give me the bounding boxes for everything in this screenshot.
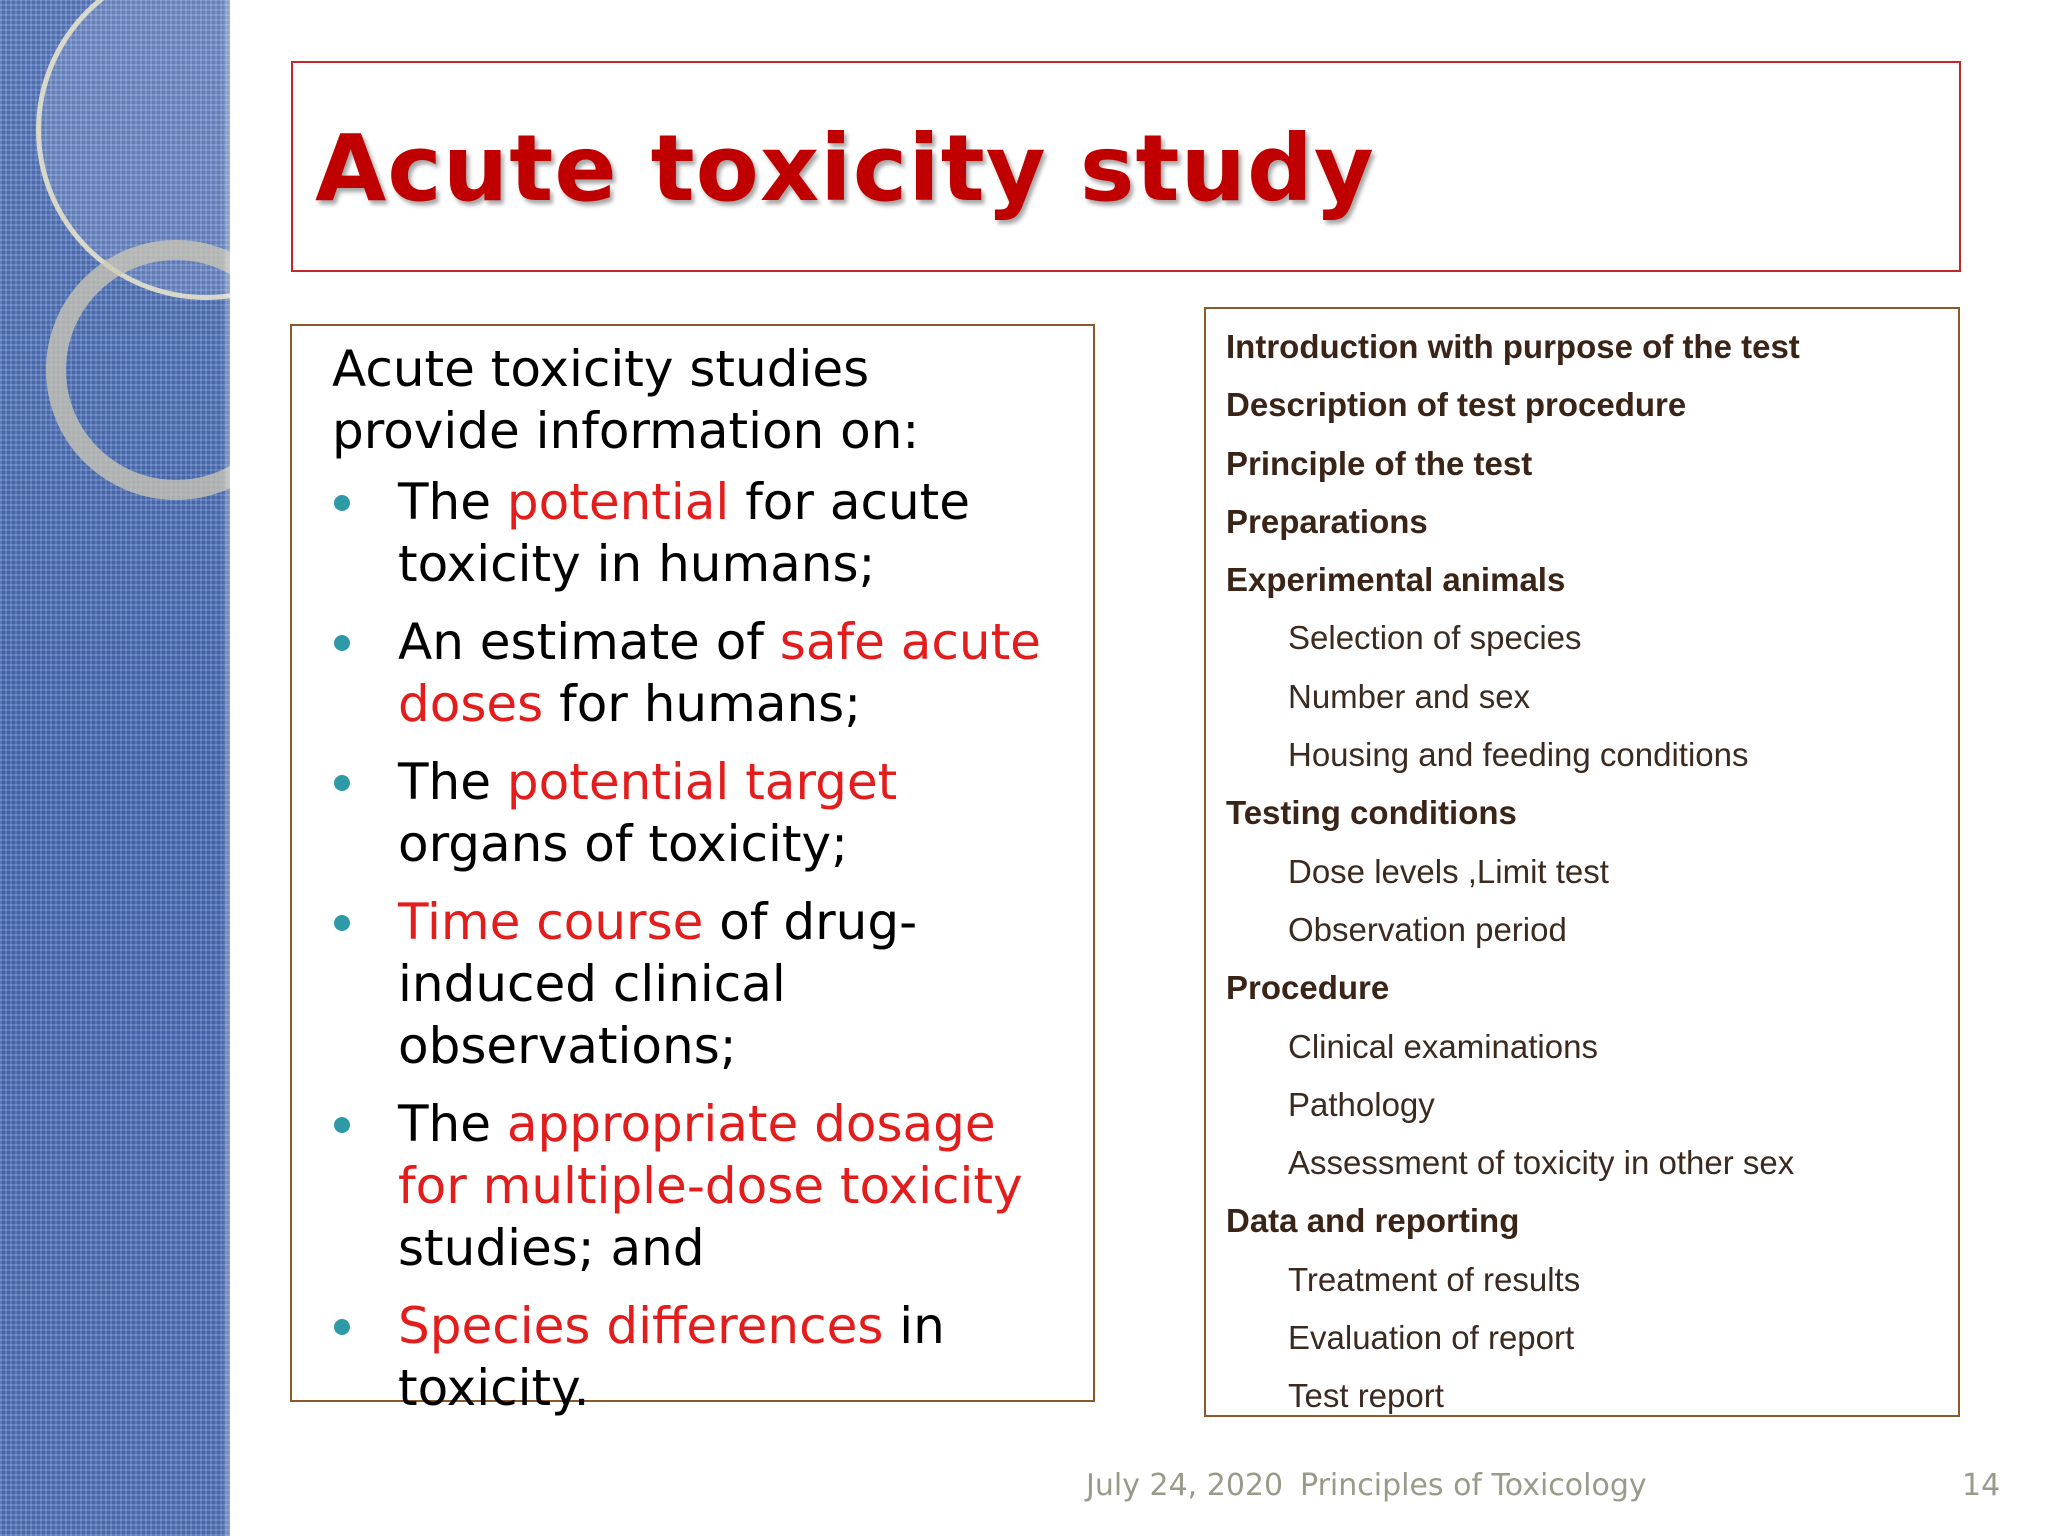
outline-subitem: Dose levels ,Limit test xyxy=(1288,852,1609,890)
outline-heading: Introduction with purpose of the test xyxy=(1226,328,1800,365)
highlighted-text: potential xyxy=(506,473,730,531)
outline-subitem: Treatment of results xyxy=(1288,1260,1581,1298)
outline-box xyxy=(1204,307,1960,1417)
bullet-text: The xyxy=(398,473,507,531)
bullet-dot-icon xyxy=(334,1319,350,1335)
bullet-dot-icon xyxy=(334,915,350,931)
bullet-text: The xyxy=(398,753,507,811)
bullet-item xyxy=(334,1093,1074,1279)
outline-heading: Preparations xyxy=(1226,502,1428,540)
bullet-item xyxy=(334,471,1074,595)
intro-text: Acute toxicity studies provide information on: xyxy=(332,340,920,460)
footer-course-title: Principles of Toxicology xyxy=(1300,1468,1647,1503)
outline-heading: Procedure xyxy=(1226,969,1390,1007)
highlighted-text: Species differences xyxy=(398,1297,884,1355)
bullet-dot-icon xyxy=(334,775,350,791)
outline-list xyxy=(1226,323,1800,1431)
outline-heading: Description of test procedure xyxy=(1226,386,1687,424)
outline-subitem: Evaluation of report xyxy=(1288,1319,1575,1357)
outline-heading: Principle of the test xyxy=(1226,444,1533,482)
bullet-item xyxy=(334,891,1074,1077)
bullet-text: studies; and xyxy=(398,1219,705,1277)
highlighted-text: appropriate dosage for multiple-dose toxicity xyxy=(398,1095,1023,1215)
bullet-dot-icon xyxy=(334,1117,350,1133)
bullet-dot-icon xyxy=(334,495,350,511)
outline-heading: Data and reporting xyxy=(1226,1202,1520,1240)
decorative-texture-strip xyxy=(0,0,230,1536)
outline-subitem: Test report xyxy=(1288,1377,1444,1415)
outline-subitem: Pathology xyxy=(1288,1085,1435,1123)
outline-subitem: Housing and feeding conditions xyxy=(1288,736,1749,774)
bullet-item xyxy=(334,1295,1074,1419)
slide-title: Acute toxicity study xyxy=(315,115,1375,222)
bullet-text: An estimate of xyxy=(398,613,780,671)
bullet-item xyxy=(334,751,1074,875)
bullet-text: in toxicity. xyxy=(398,1297,945,1417)
outline-subitem: Selection of species xyxy=(1288,619,1582,657)
highlighted-text: potential target xyxy=(506,753,898,811)
bullet-text: The xyxy=(398,1095,507,1153)
bullet-item xyxy=(334,611,1074,735)
outline-heading: Experimental animals xyxy=(1226,561,1566,599)
bullet-dot-icon xyxy=(334,635,350,651)
bullet-text: organs of toxicity; xyxy=(398,815,848,873)
summary-box xyxy=(290,324,1095,1417)
bullet-text: for humans; xyxy=(543,675,862,733)
highlighted-text: safe acute doses xyxy=(398,613,1041,733)
bullet-text: for acute toxicity in humans; xyxy=(398,473,971,593)
outline-subitem: Number and sex xyxy=(1288,677,1531,715)
outline-subitem: Observation period xyxy=(1288,910,1567,948)
outline-subitem: Clinical examinations xyxy=(1288,1027,1598,1065)
bullet-text: of drug-induced clinical observations; xyxy=(398,893,918,1075)
highlighted-text: Time course xyxy=(398,893,704,951)
footer-date: July 24, 2020 xyxy=(1086,1468,1284,1503)
title-box xyxy=(291,61,1961,272)
outline-heading: Testing conditions xyxy=(1226,794,1517,832)
decorative-ring-small xyxy=(46,240,230,500)
outline-subitem: Assessment of toxicity in other sex xyxy=(1288,1144,1795,1182)
bullet-list xyxy=(334,471,1074,1435)
page-number: 14 xyxy=(1962,1468,2001,1503)
